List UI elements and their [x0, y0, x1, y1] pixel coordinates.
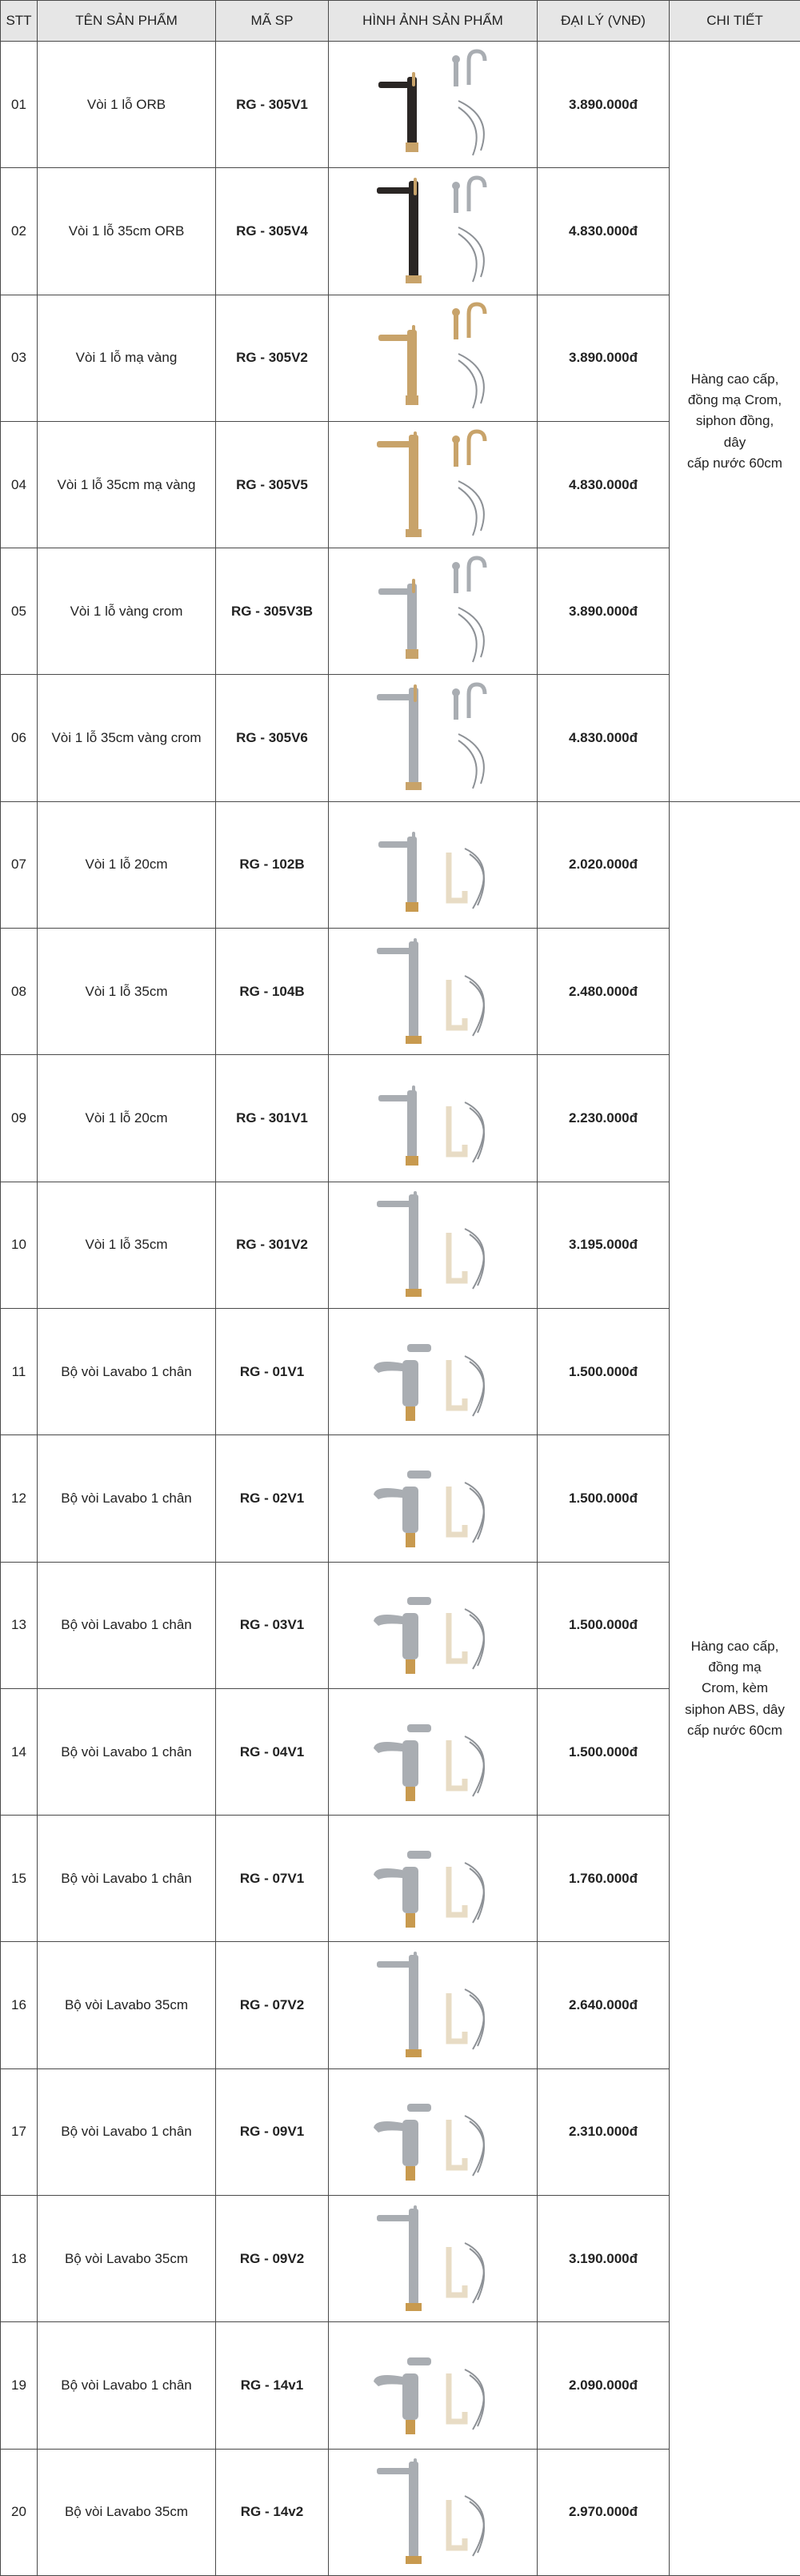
- faucet-image: [361, 552, 505, 672]
- product-image: [329, 295, 538, 421]
- dealer-price: 1.500.000đ: [538, 1308, 670, 1434]
- product-image: [329, 1435, 538, 1562]
- detail-line: cấp nước 60cm: [674, 453, 795, 474]
- row-stt: 11: [1, 1308, 38, 1434]
- dealer-price: 1.500.000đ: [538, 1435, 670, 1562]
- product-image: [329, 1688, 538, 1815]
- product-code: RG - 04V1: [216, 1688, 329, 1815]
- detail-line: Hàng cao cấp,: [674, 369, 795, 390]
- product-image: [329, 2449, 538, 2575]
- product-image: [329, 1308, 538, 1434]
- product-name: Bộ vòi Lavabo 1 chân: [38, 1816, 216, 1942]
- detail-line: đồng mạ Crom,: [674, 390, 795, 411]
- row-stt: 13: [1, 1562, 38, 1688]
- product-image: [329, 929, 538, 1055]
- dealer-price: 3.890.000đ: [538, 548, 670, 675]
- product-name: Bộ vòi Lavabo 35cm: [38, 2449, 216, 2575]
- faucet-image: [361, 1945, 505, 2065]
- faucet-image: [361, 298, 505, 418]
- detail-line: dây: [674, 432, 795, 453]
- product-name: Bộ vòi Lavabo 35cm: [38, 1942, 216, 2068]
- faucet-image: [361, 1692, 505, 1812]
- row-stt: 02: [1, 168, 38, 295]
- product-name: Vòi 1 lỗ 35cm: [38, 929, 216, 1055]
- product-code: RG - 305V3B: [216, 548, 329, 675]
- faucet-image: [361, 1565, 505, 1685]
- product-name: Bộ vòi Lavabo 35cm: [38, 2196, 216, 2322]
- header-product-image: HÌNH ẢNH SẢN PHẨM: [329, 1, 538, 42]
- product-name: Vòi 1 lỗ 35cm ORB: [38, 168, 216, 295]
- faucet-image: [361, 1185, 505, 1305]
- product-image: [329, 675, 538, 801]
- row-stt: 12: [1, 1435, 38, 1562]
- dealer-price: 2.640.000đ: [538, 1942, 670, 2068]
- product-code: RG - 07V2: [216, 1942, 329, 2068]
- row-stt: 16: [1, 1942, 38, 2068]
- product-name: Vòi 1 lỗ 35cm vàng crom: [38, 675, 216, 801]
- faucet-image: [361, 1312, 505, 1432]
- row-stt: 17: [1, 2068, 38, 2195]
- detail-line: siphon ABS, dây: [674, 1699, 795, 1720]
- product-code: RG - 102B: [216, 801, 329, 928]
- product-details: [670, 801, 800, 2575]
- faucet-image: [361, 171, 505, 291]
- faucet-image: [361, 1438, 505, 1559]
- product-details: [670, 42, 800, 802]
- dealer-price: 2.970.000đ: [538, 2449, 670, 2575]
- product-name: Vòi 1 lỗ mạ vàng: [38, 295, 216, 421]
- product-code: RG - 305V6: [216, 675, 329, 801]
- product-image: [329, 42, 538, 168]
- detail-line: đồng mạ: [674, 1657, 795, 1678]
- product-image: [329, 1942, 538, 2068]
- row-stt: 05: [1, 548, 38, 675]
- dealer-price: 2.480.000đ: [538, 929, 670, 1055]
- row-stt: 04: [1, 421, 38, 548]
- dealer-price: 2.310.000đ: [538, 2068, 670, 2195]
- faucet-image: [361, 2199, 505, 2319]
- dealer-price: 3.190.000đ: [538, 2196, 670, 2322]
- faucet-image: [361, 678, 505, 798]
- detail-line: Hàng cao cấp,: [674, 1636, 795, 1657]
- faucet-image: [361, 2325, 505, 2446]
- product-name: Bộ vòi Lavabo 1 chân: [38, 2068, 216, 2195]
- header-product-name: TÊN SẢN PHẨM: [38, 1, 216, 42]
- dealer-price: 1.500.000đ: [538, 1688, 670, 1815]
- product-code: RG - 301V1: [216, 1055, 329, 1182]
- product-image: [329, 2196, 538, 2322]
- dealer-price: 4.830.000đ: [538, 675, 670, 801]
- product-name: Bộ vòi Lavabo 1 chân: [38, 1562, 216, 1688]
- product-image: [329, 801, 538, 928]
- product-name: Bộ vòi Lavabo 1 chân: [38, 1308, 216, 1434]
- header-details: CHI TIẾT: [670, 1, 800, 42]
- product-code: RG - 104B: [216, 929, 329, 1055]
- faucet-image: [361, 2072, 505, 2192]
- detail-line: siphon đồng,: [674, 411, 795, 431]
- dealer-price: 4.830.000đ: [538, 168, 670, 295]
- row-stt: 20: [1, 2449, 38, 2575]
- product-name: Bộ vòi Lavabo 1 chân: [38, 1688, 216, 1815]
- faucet-image: [361, 932, 505, 1052]
- product-name: Bộ vòi Lavabo 1 chân: [38, 2322, 216, 2449]
- product-code: RG - 305V5: [216, 421, 329, 548]
- dealer-price: 2.020.000đ: [538, 801, 670, 928]
- product-code: RG - 305V4: [216, 168, 329, 295]
- header-dealer-price: ĐẠI LÝ (VNĐ): [538, 1, 670, 42]
- dealer-price: 2.090.000đ: [538, 2322, 670, 2449]
- detail-line: Crom, kèm: [674, 1678, 795, 1699]
- table-row: [1, 801, 800, 928]
- dealer-price: 2.230.000đ: [538, 1055, 670, 1182]
- table-header: [1, 1, 800, 42]
- product-image: [329, 2068, 538, 2195]
- header-stt: STT: [1, 1, 38, 42]
- product-code: RG - 07V1: [216, 1816, 329, 1942]
- product-image: [329, 1562, 538, 1688]
- product-name: Vòi 1 lỗ 20cm: [38, 1055, 216, 1182]
- faucet-image: [361, 1819, 505, 1939]
- product-name: Vòi 1 lỗ 35cm: [38, 1182, 216, 1308]
- product-code: RG - 14v2: [216, 2449, 329, 2575]
- faucet-image: [361, 804, 505, 925]
- detail-line: cấp nước 60cm: [674, 1720, 795, 1741]
- dealer-price: 3.195.000đ: [538, 1182, 670, 1308]
- product-code: RG - 09V2: [216, 2196, 329, 2322]
- row-stt: 09: [1, 1055, 38, 1182]
- faucet-image: [361, 45, 505, 165]
- product-code: RG - 01V1: [216, 1308, 329, 1434]
- header-row: [1, 1, 800, 42]
- row-stt: 01: [1, 42, 38, 168]
- product-code: RG - 301V2: [216, 1182, 329, 1308]
- faucet-image: [361, 2452, 505, 2572]
- faucet-image: [361, 1058, 505, 1178]
- row-stt: 18: [1, 2196, 38, 2322]
- row-stt: 06: [1, 675, 38, 801]
- product-code: RG - 14v1: [216, 2322, 329, 2449]
- dealer-price: 4.830.000đ: [538, 421, 670, 548]
- dealer-price: 1.760.000đ: [538, 1816, 670, 1942]
- row-stt: 10: [1, 1182, 38, 1308]
- product-image: [329, 1816, 538, 1942]
- product-image: [329, 1182, 538, 1308]
- product-name: Vòi 1 lỗ vàng crom: [38, 548, 216, 675]
- product-name: Vòi 1 lỗ 35cm mạ vàng: [38, 421, 216, 548]
- product-name: Vòi 1 lỗ ORB: [38, 42, 216, 168]
- product-code: RG - 03V1: [216, 1562, 329, 1688]
- row-stt: 03: [1, 295, 38, 421]
- product-code: RG - 305V1: [216, 42, 329, 168]
- row-stt: 14: [1, 1688, 38, 1815]
- faucet-image: [361, 425, 505, 545]
- row-stt: 19: [1, 2322, 38, 2449]
- product-code: RG - 305V2: [216, 295, 329, 421]
- product-image: [329, 421, 538, 548]
- dealer-price: 1.500.000đ: [538, 1562, 670, 1688]
- row-stt: 15: [1, 1816, 38, 1942]
- dealer-price: 3.890.000đ: [538, 42, 670, 168]
- product-image: [329, 168, 538, 295]
- row-stt: 08: [1, 929, 38, 1055]
- product-name: Vòi 1 lỗ 20cm: [38, 801, 216, 928]
- product-image: [329, 1055, 538, 1182]
- dealer-price: 3.890.000đ: [538, 295, 670, 421]
- header-product-code: MÃ SP: [216, 1, 329, 42]
- row-stt: 07: [1, 801, 38, 928]
- product-image: [329, 2322, 538, 2449]
- product-name: Bộ vòi Lavabo 1 chân: [38, 1435, 216, 1562]
- product-code: RG - 02V1: [216, 1435, 329, 1562]
- table-body: [1, 42, 800, 2576]
- product-code: RG - 09V1: [216, 2068, 329, 2195]
- table-row: [1, 42, 800, 168]
- product-image: [329, 548, 538, 675]
